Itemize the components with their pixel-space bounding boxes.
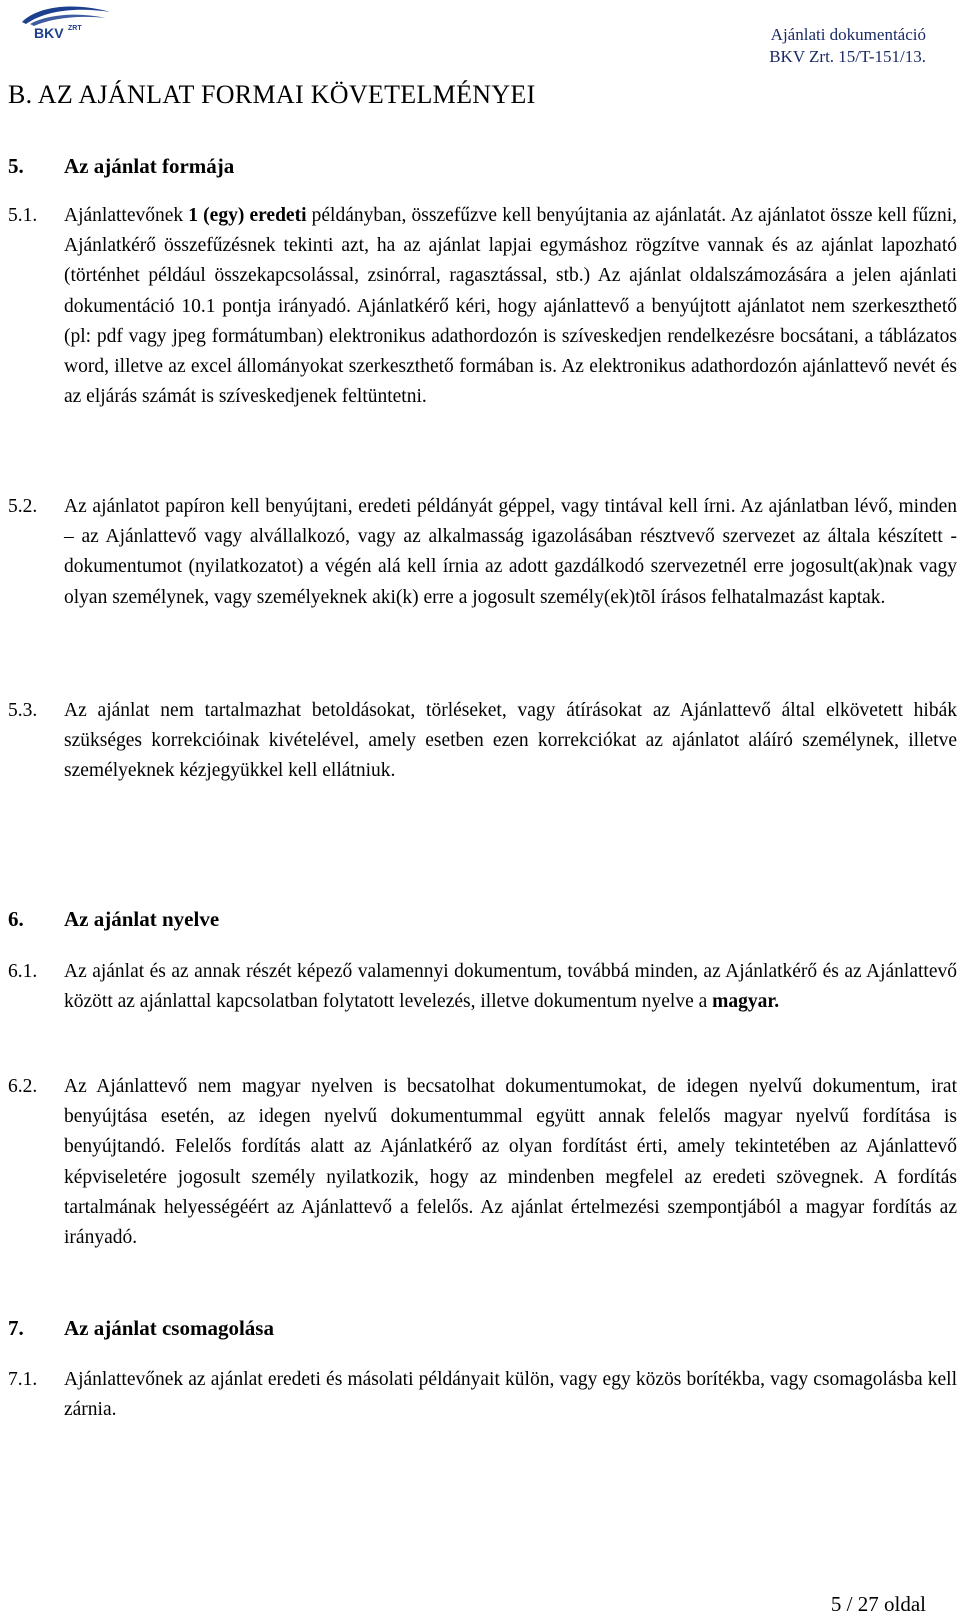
section-heading-7	[8, 1314, 274, 1342]
logo-text: BKV	[34, 25, 64, 41]
logo-sup: ZRT	[68, 25, 82, 32]
chapter-title: B. AZ AJÁNLAT FORMAI KÖVETELMÉNYEI	[8, 80, 536, 109]
section-number: 5.	[8, 154, 24, 178]
section-title: Az ajánlat nyelve	[64, 907, 220, 931]
paragraph-5-1	[8, 201, 957, 412]
paragraph-number: 5.1.	[8, 205, 38, 226]
paragraph-text: Ajánlattevőnek az ajánlat eredeti és másolati példányait külön, vagy egy közös borítékba, vagy csomagolásba kell zárnia.	[64, 1369, 957, 1421]
page-number: 5 / 27 oldal	[830, 1592, 926, 1616]
section-heading-5	[8, 152, 234, 180]
paragraph-5-2	[8, 492, 957, 613]
section-title: Az ajánlat csomagolása	[64, 1316, 274, 1340]
paragraph-text	[64, 201, 957, 412]
section-number: 7.	[8, 1316, 24, 1340]
paragraph-7-1	[8, 1365, 957, 1425]
text-run: Az ajánlat és az annak részét képező valamennyi dokumentum, továbbá minden, az Ajánlatkérő és az Ajánlattevő között az ajánlattal kapcsolatban folytatott levelezés, illetve dokumentum nyelve a	[64, 961, 957, 1013]
paragraph-text: Az Ajánlattevő nem magyar nyelven is becsatolhat dokumentumokat, de idegen nyelvű dokumentum, irat benyújtása esetén, az idegen nyelvű dokumentummal együtt annak felelős magyar nyelvű fordítása is benyújtandó. Felelős fordítás alatt az Ajánlatkérő az olyan fordítást érti, amely tekintetében az Ajánlattevő képviseletére jogosult személy nyilatkozik, hogy az mindenben megfelel az eredeti szövegnek. A fordítás tartalmának helyességéért az Ajánlattevő a felelős. Az ajánlat értelmezési szempontjából a magyar fordítás az irányadó.	[64, 1076, 957, 1249]
section-number: 6.	[8, 907, 24, 931]
bkv-logo	[16, 2, 116, 42]
text-run: példányban, összefűzve kell benyújtania az ajánlatát. Az ajánlatot össze kell fűzni, Ajánlatkérő összefűzésnek tekinti azt, ha az ajánlat lapjai egymáshoz rögzítve vannak és az ajánlat lapozható (történhet például összekapcsolással, zsinórral, ragasztással, stb.) Az ajánlat oldalszámozására a jelen ajánlati dokumentáció 10.1 pontja irányadó. Ajánlatkérő kéri, hogy ajánlattevő a benyújtott ajánlatot nem szerkeszthető (pl: pdf vagy jpeg formátumban) elektronikus adathordozón is szíveskedjen rendelkezésre bocsátani, a táblázatos word, illetve az excel állományokat szerkeszthető formában is. Az elektronikus adathordozón ajánlattevő nevét és az eljárás számát is szíveskedjenek feltüntetni.	[64, 205, 958, 408]
text-run: Ajánlattevőnek	[64, 205, 189, 226]
paragraph-text: Az ajánlat nem tartalmazhat betoldásokat, törléseket, vagy átírásokat az Ajánlattevő által elkövetett hibák szükséges korrekcióinak kivételével, amely esetben ezen korrekciókat az ajánlatot aláíró személynek, illetve személyeknek kézjegyükkel kell ellátniuk.	[64, 700, 957, 782]
section-title: Az ajánlat formája	[64, 154, 235, 178]
paragraph-6-2	[8, 1072, 957, 1253]
paragraph-5-3	[8, 696, 957, 787]
paragraph-number: 7.1.	[8, 1369, 38, 1390]
paragraph-number: 5.3.	[8, 700, 38, 721]
paragraph-text	[64, 957, 957, 1017]
bold-run: magyar.	[712, 991, 780, 1013]
paragraph-6-1	[8, 957, 957, 1017]
paragraph-number: 6.1.	[8, 961, 38, 982]
bold-run: 1 (egy) eredeti	[188, 205, 307, 226]
document-reference	[769, 24, 926, 68]
doc-type: Ajánlati dokumentáció	[770, 25, 926, 44]
doc-code: BKV Zrt. 15/T-151/13.	[769, 47, 926, 66]
bkv-logo-icon	[16, 2, 116, 42]
paragraph-text: Az ajánlatot papíron kell benyújtani, eredeti példányát géppel, vagy tintával kell írni. Az ajánlatban lévő, minden – az Ajánlattevő vagy alvállalkozó, vagy az alkalmasság igazolásában résztvevő szervezet az általa készített - dokumentumot (nyilatkozatot) a végén alá kell írnia az adott gazdálkodó szervezetnél erre jogosult(ak)nak vagy olyan személynek, vagy személyeknek aki(k) erre a jogosult személy(ek)tõl írásos felhatalmazást kaptak.	[64, 496, 957, 608]
paragraph-number: 6.2.	[8, 1076, 38, 1097]
paragraph-number: 5.2.	[8, 496, 38, 517]
section-heading-6	[8, 905, 219, 933]
